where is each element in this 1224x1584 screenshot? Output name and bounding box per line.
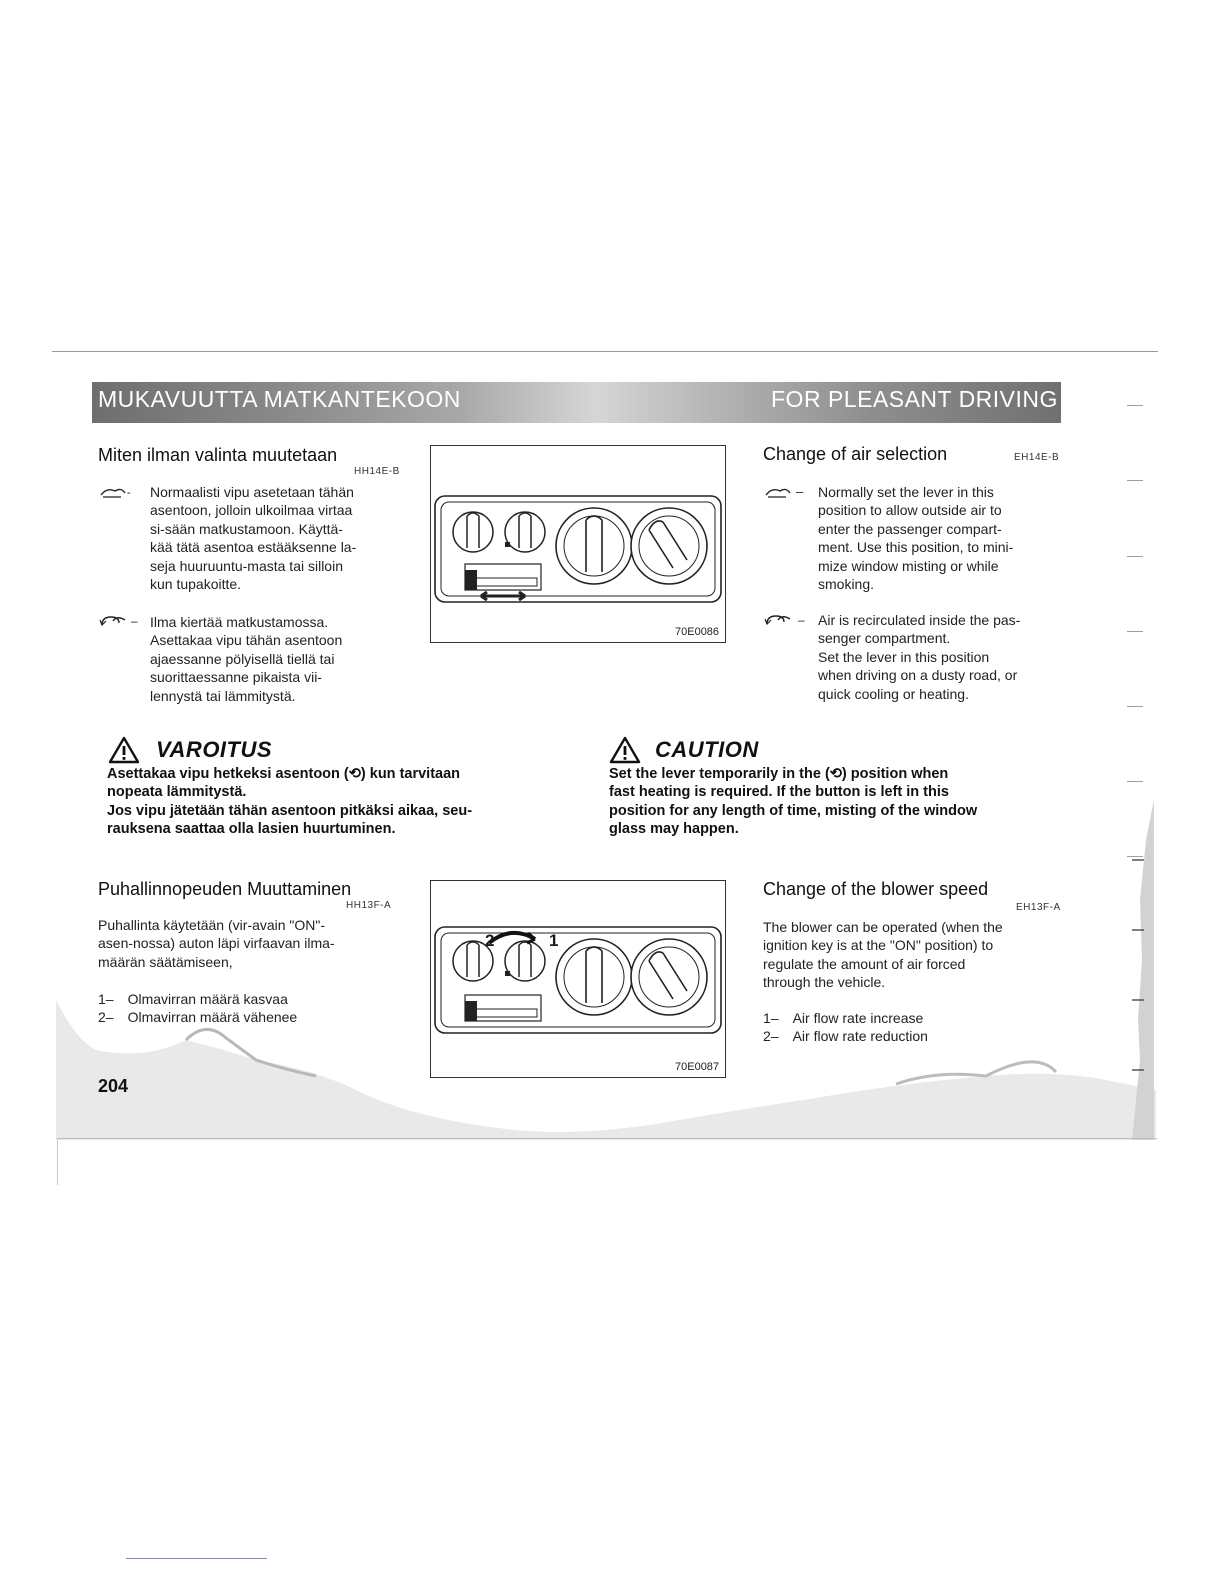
margin-tick [1127, 631, 1143, 632]
page-edge-shadow [1126, 800, 1156, 1140]
text-line: asen-nossa) auton läpi virfaavan ilma- [98, 935, 335, 952]
text-line: when driving on a dusty road, or [818, 667, 1018, 684]
figure-label-1: 1 [549, 931, 559, 950]
fi-blower-code: HH13F-A [346, 900, 392, 911]
page-number: 204 [98, 1076, 129, 1096]
margin-tick [1127, 556, 1143, 557]
text-line: enter the passenger compart- [818, 520, 1002, 537]
en-air-code: EH14E-B [1014, 452, 1060, 463]
text-line: quick cooling or heating. [818, 685, 969, 702]
text-line: Puhallinta käytetään (vir-avain "ON"- [98, 917, 326, 933]
text-line: määrän säätämiseen, [98, 953, 233, 970]
text-line: Normaalisti vipu asetetaan tähän [150, 484, 354, 500]
figure-code: 70E0087 [675, 1061, 720, 1073]
text-line: Set the lever in this position [818, 648, 990, 665]
outside-air-icon [99, 485, 135, 504]
svg-text:–: – [131, 614, 138, 628]
text-line: through the vehicle. [763, 974, 886, 991]
text-line: lennystä tai lämmitystä. [150, 687, 296, 704]
list-number: 1– [763, 1010, 779, 1026]
outside-air-icon [764, 484, 812, 505]
text-line: Set the lever temporarily in the (⟲) position when [609, 766, 949, 782]
list-text: Olmavirran määrä vähenee [127, 1009, 298, 1026]
fi-air-heading: Miten ilman valinta muutetaan [98, 445, 338, 465]
warning-text [107, 765, 547, 839]
text-line: senger compartment. [818, 630, 951, 647]
margin-tick [1127, 706, 1143, 707]
text-line: position to allow outside air to [818, 502, 1002, 519]
text-line: asentoon, jolloin ulkoilmaa virtaa [150, 502, 353, 519]
recirculate-icon [764, 612, 812, 633]
en-air-heading: Change of air selection [763, 444, 948, 464]
list-text: Air flow rate reduction [792, 1028, 928, 1045]
caution-title: CAUTION [655, 737, 759, 762]
climate-panel-illustration [431, 446, 725, 642]
banner-title-fi: MUKAVUUTTA MATKANTEKOON [98, 386, 461, 412]
text-line: Ilma kiertää matkustamossa. [150, 614, 329, 630]
figure-air-selection [430, 445, 726, 643]
fi-blower-text [98, 916, 393, 971]
fi-air-code: HH14E-B [354, 466, 400, 477]
list-number: 2– [763, 1028, 779, 1045]
text-line: suorittaessanne pikaista vii- [150, 669, 322, 686]
fi-air-item-1 [150, 483, 393, 593]
text-line: ignition key is at the "ON" position) to [763, 937, 994, 954]
recirculate-icon [99, 613, 143, 634]
text-line: The blower can be operated (when the [763, 919, 1003, 935]
text-line: ment. Use this position, to mini- [818, 539, 1014, 556]
fi-blower-heading: Puhallinnopeuden Muuttaminen [98, 879, 352, 899]
list-number: 1– [98, 991, 114, 1007]
caution-text [609, 765, 1059, 839]
list-number: 2– [98, 1009, 114, 1026]
text-line: kun tupakoitte. [150, 576, 242, 593]
en-blower-code: EH13F-A [1016, 902, 1061, 913]
text-line: si-sään matkustamoon. Käyttä- [150, 520, 343, 537]
svg-text:–: – [798, 613, 805, 627]
footnote-rule [126, 1558, 267, 1559]
figure-label-2: 2 [485, 931, 495, 950]
list-text: Air flow rate increase [792, 1010, 924, 1026]
text-line: glass may happen. [609, 821, 739, 838]
text-line: mize window misting or while [818, 557, 999, 574]
svg-text:-: - [127, 487, 131, 499]
bottom-rule [57, 1138, 1157, 1139]
en-air-item-1 [818, 483, 1061, 593]
figure-code: 70E0086 [675, 626, 720, 638]
text-line: smoking. [818, 576, 875, 593]
text-line: position for any length of time, misting of the window [609, 802, 978, 819]
text-line: kää tätä asentoa estääksenne la- [150, 539, 357, 556]
margin-tick [1127, 480, 1143, 481]
en-blower-heading: Change of the blower speed [763, 879, 989, 899]
text-line: fast heating is required. If the button is left in this [609, 784, 949, 801]
text-line: rauksena saattaa olla lasien huurtuminen. [107, 821, 396, 838]
text-line: seja huuruuntu-masta tai silloin [150, 557, 343, 574]
margin-tick [1127, 781, 1143, 782]
left-rule [57, 1140, 58, 1185]
text-line: Asettakaa vipu hetkeksi asentoon (⟲) kun tarvitaan [107, 766, 461, 782]
fi-air-item-2 [150, 613, 393, 705]
svg-text:–: – [796, 484, 804, 499]
text-line: regulate the amount of air forced [763, 955, 966, 972]
text-line: Jos vipu jätetään tähän asentoon pitkäksi aikaa, seu- [107, 802, 473, 819]
banner-title-en: FOR PLEASANT DRIVING [771, 386, 1058, 412]
text-line: Air is recirculated inside the pas- [818, 612, 1021, 628]
margin-tick [1127, 405, 1143, 406]
warning-title: VAROITUS [156, 737, 273, 762]
top-rule [52, 351, 1158, 352]
text-line: nopeata lämmitystä. [107, 784, 247, 801]
text-line: Asettakaa vipu tähän asentoon [150, 632, 343, 649]
list-text: Olmavirran määrä kasvaa [127, 991, 288, 1007]
scan-shadow [56, 980, 1156, 1140]
text-line: ajaessanne pölyisellä tiellä tai [150, 650, 335, 667]
en-air-item-2 [818, 611, 1061, 703]
text-line: Normally set the lever in this [818, 484, 994, 500]
